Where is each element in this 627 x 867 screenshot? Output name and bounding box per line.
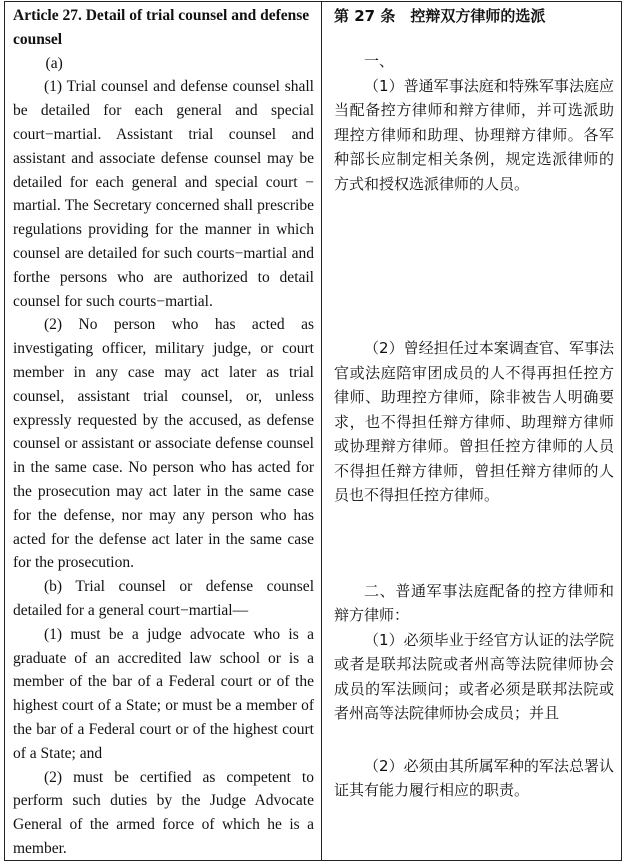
- chinese-section-a-marker: 一、: [364, 52, 395, 70]
- chinese-column: [334, 4, 614, 803]
- english-paragraph-b2: (2) must be certified as competent to perform such duties by the Judge Advocate General of the armed force of which he is a member.: [13, 768, 314, 857]
- spacer: [334, 196, 614, 336]
- chinese-paragraph-a2: （2）曾经担任过本案调查官、军事法官或法庭陪审团成员的人不得再担任控方律师、助理控方律师，除非被告人明确要求，也不得担任辩方律师、助理辩方律师或协理辩方律师。曾担任控方律师的人员不得担任辩方律师，曾担任辩方律师的人员也不得担任控方律师。: [334, 339, 614, 504]
- english-paragraph-a1: (1) Trial counsel and defense counsel shall be detailed for each general and special court−martial. Assistant trial counsel and assistant and associate defense counsel may be detailed for each general and special court − martial. The Secretary concerned shall prescribe regulations providing for the manner in which counsel are detailed for such courts−martial and forthe persons who are authorized to detail counsel for such courts−martial.: [13, 78, 314, 310]
- chinese-paragraph-b1: （1）必须毕业于经官方认证的法学院或者是联邦法院或者州高等法院律师协会成员的军法顾问；或者必须是联邦法院或者州高等法院律师协会成员；并且: [334, 630, 614, 722]
- english-subsection-b: (b) Trial counsel or defense counsel detailed for a general court−martial—: [13, 578, 314, 619]
- chinese-paragraph-b2: （2）必须由其所属军种的军法总署认证其有能力履行相应的职责。: [334, 756, 614, 799]
- english-paragraph-a2: (2) No person who has acted as investigating officer, military judge, or court member in any case may act later as trial counsel, assistant trial counsel, or, unless expressly requested by the accused, as defense counsel or assistant or associate defense counsel in the same case. No person who has acted for the prosecution may act later in the same case for the defense, nor may any person who has acted for the defense act later in the same case for the prosecution.: [13, 316, 314, 572]
- spacer: [334, 508, 614, 579]
- english-paragraph-b1: (1) must be a judge advocate who is a graduate of an accredited law school or is a member of the bar of a Federal court or of the highest court of a State; or must be a member of the bar of a Federal court or of the highest court of a State; and: [13, 625, 314, 762]
- column-divider: [321, 1, 322, 861]
- english-article-title: Article 27. Detail of trial counsel and defense counsel: [13, 7, 310, 48]
- chinese-paragraph-a1: （1）普通军事法庭和特殊军事法庭应当配备控方律师和辩方律师，并可选派助理控方律师和助理、协理辩方律师。各军种部长应制定相关条例，规定选派律师的方式和授权选派律师的人员。: [334, 76, 614, 193]
- english-column: [13, 4, 314, 861]
- english-subsection-a-marker: (a): [45, 54, 63, 72]
- chinese-section-b: 二、普通军事法庭配备的控方律师和辩方律师：: [334, 581, 614, 624]
- spacer: [334, 726, 614, 754]
- chinese-article-title: 第 27 条 控辩双方律师的选派: [334, 7, 546, 25]
